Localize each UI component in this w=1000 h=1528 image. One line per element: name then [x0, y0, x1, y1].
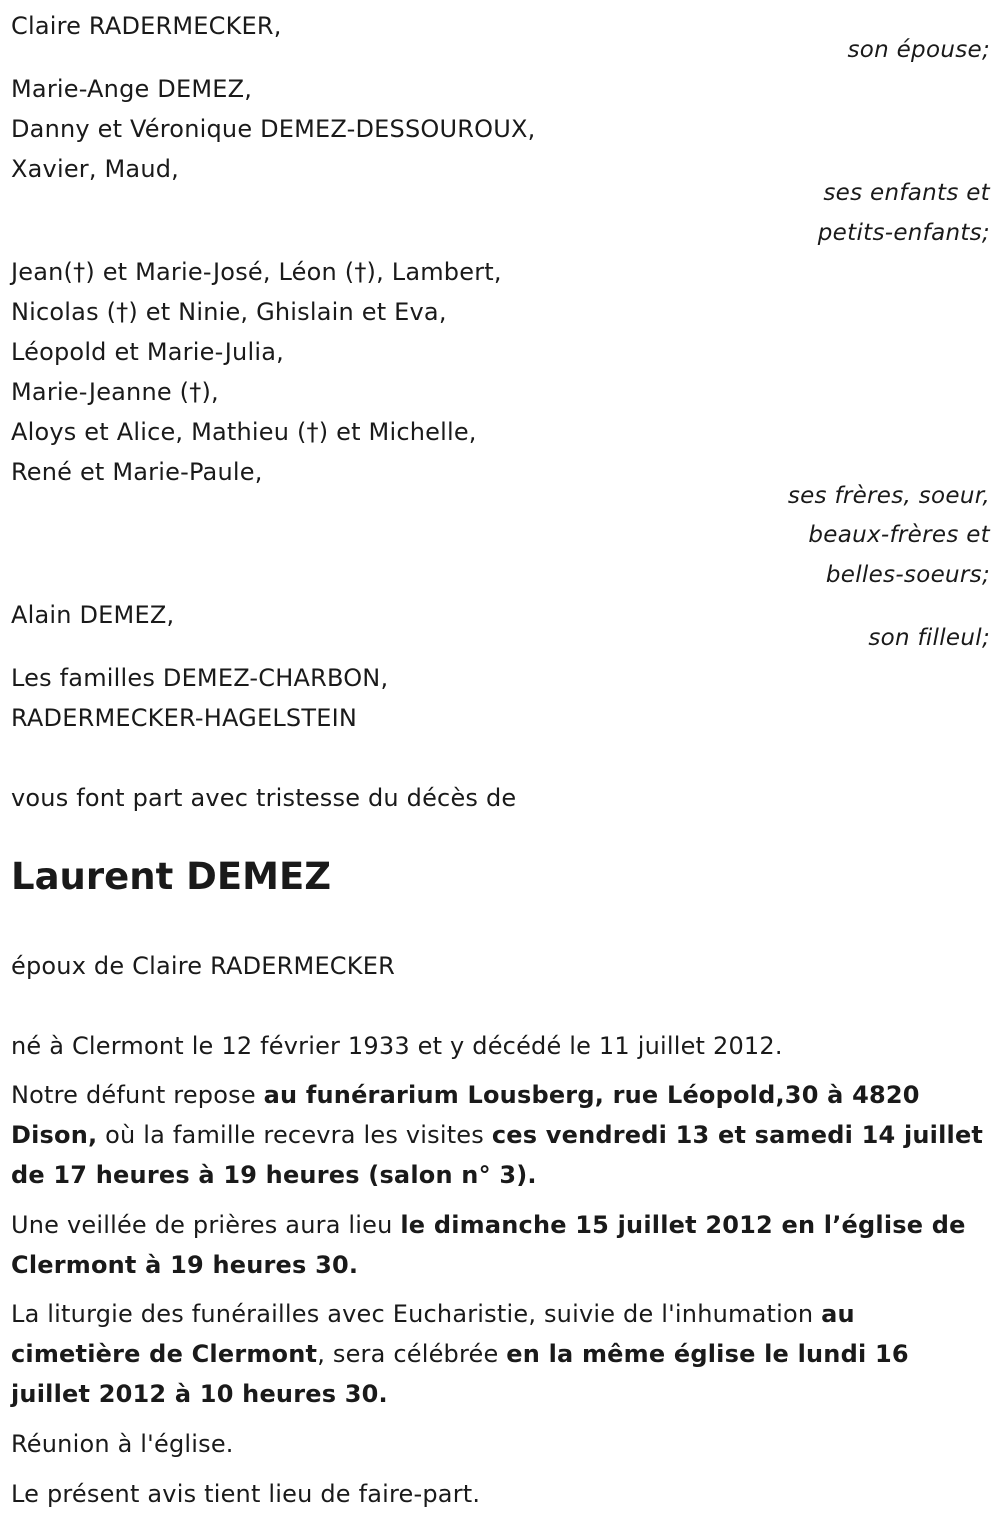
- godson-line: Alain DEMEZ,: [11, 601, 175, 629]
- siblings-line-4: Marie-Jeanne (†),: [11, 378, 219, 406]
- families-line-1: Les familles DEMEZ-CHARBON,: [11, 664, 389, 692]
- vigil-date: le dimanche 15 juillet 2012 en l’église de Clermont à 19 heures 30.: [11, 1211, 966, 1279]
- burial-place: au cimetière de Clermont: [11, 1300, 855, 1368]
- children-role-1: ses enfants et: [823, 180, 990, 206]
- funeral-home-address: au funérarium Lousberg, rue Léopold,30 à 4820 Dison,: [11, 1081, 920, 1149]
- funeral-home-paragraph: [11, 1075, 990, 1195]
- notice-line: Le présent avis tient lieu de faire-part.: [11, 1480, 481, 1508]
- birth-death-line: né à Clermont le 12 février 1933 et y décédé le 11 juillet 2012.: [11, 1032, 783, 1060]
- siblings-role-3: belles-soeurs;: [825, 562, 990, 588]
- siblings-line-3: Léopold et Marie-Julia,: [11, 338, 284, 366]
- gathering-line: Réunion à l'église.: [11, 1430, 234, 1458]
- siblings-line-5: Aloys et Alice, Mathieu (†) et Michelle,: [11, 418, 477, 446]
- siblings-line-6: René et Marie-Paule,: [11, 458, 263, 486]
- funeral-text-1: La liturgie des funérailles avec Eucharistie, suivie de l'inhumation: [11, 1300, 822, 1328]
- funeral-home-text-1: Notre défunt repose: [11, 1081, 264, 1109]
- spouse-line: Claire RADERMECKER,: [11, 12, 282, 40]
- funeral-date: en la même église le lundi 16 juillet 2012 à 10 heures 30.: [11, 1340, 909, 1408]
- deceased-name: Laurent DEMEZ: [11, 855, 332, 898]
- children-line-2: Danny et Véronique DEMEZ-DESSOUROUX,: [11, 115, 536, 143]
- spouse-role: son épouse;: [847, 37, 990, 63]
- siblings-role-2: beaux-frères et: [808, 522, 990, 548]
- vigil-text: Une veillée de prières aura lieu: [11, 1211, 401, 1239]
- children-line-3: Xavier, Maud,: [11, 155, 179, 183]
- vigil-paragraph: [11, 1205, 990, 1285]
- families-line-2: RADERMECKER-HAGELSTEIN: [11, 704, 358, 732]
- deceased-relation: époux de Claire RADERMECKER: [11, 952, 395, 980]
- funeral-text-2: , sera célébrée: [317, 1340, 507, 1368]
- funeral-paragraph: [11, 1294, 990, 1414]
- siblings-line-1: Jean(†) et Marie-José, Léon (†), Lambert,: [11, 258, 502, 286]
- funeral-home-text-2: où la famille recevra les visites: [97, 1121, 492, 1149]
- children-role-2: petits-enfants;: [817, 220, 990, 246]
- visiting-hours: ces vendredi 13 et samedi 14 juillet de 17 heures à 19 heures (salon n° 3).: [11, 1121, 984, 1189]
- siblings-role-1: ses frères, soeur,: [787, 483, 990, 509]
- godson-role: son filleul;: [868, 625, 990, 651]
- children-line-1: Marie-Ange DEMEZ,: [11, 75, 253, 103]
- announcement: vous font part avec tristesse du décès de: [11, 784, 517, 812]
- siblings-line-2: Nicolas (†) et Ninie, Ghislain et Eva,: [11, 298, 447, 326]
